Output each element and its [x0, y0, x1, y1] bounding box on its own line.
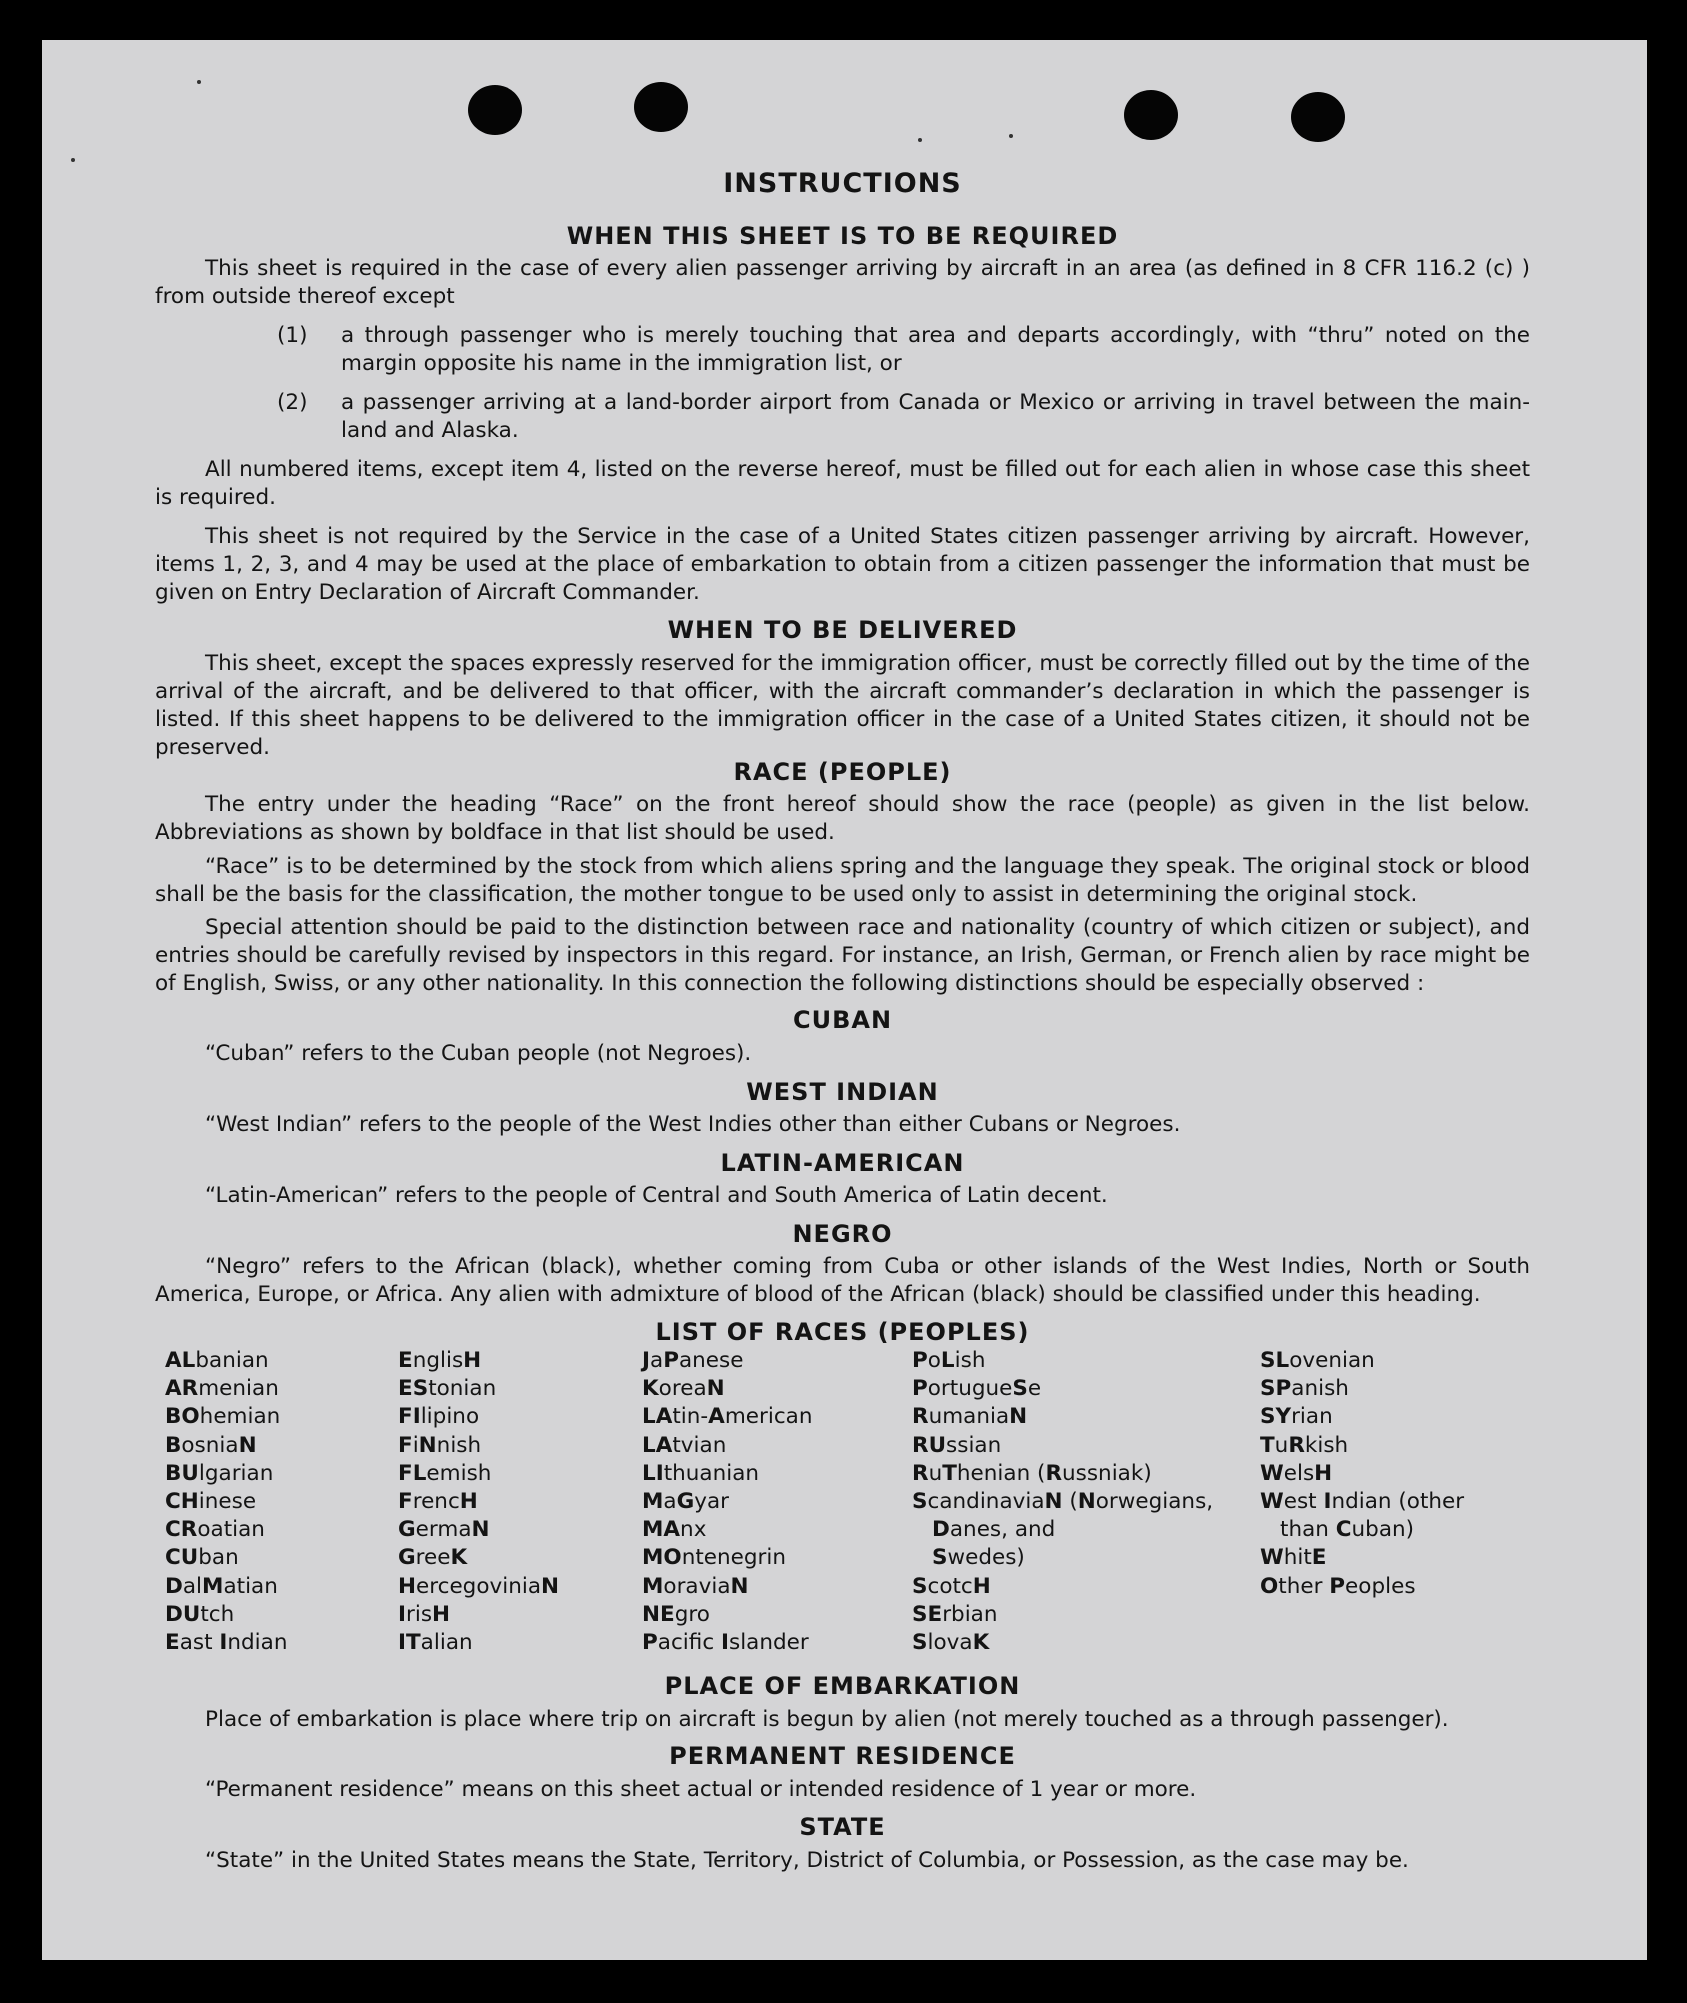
cuban-paragraph: “Cuban” refers to the Cuban people (not Negroes). [205, 1041, 752, 1066]
race-column [1260, 1347, 1464, 1601]
heading-embarkation: PLACE OF EMBARKATION [664, 1672, 1021, 1700]
item-number: (1) [277, 323, 308, 348]
race-entry: BUlgarian [165, 1460, 274, 1486]
race-entry: ScandinaviaN (Norwegians, [912, 1489, 1214, 1515]
race-entry: ARmenian [165, 1376, 279, 1402]
race-entry: PortugueSe [912, 1376, 1042, 1402]
race-entry: SErbian [912, 1601, 998, 1627]
race-entry: NEgro [642, 1601, 710, 1627]
heading-permanent-residence: PERMANENT RESIDENCE [669, 1742, 1016, 1770]
race-column [642, 1347, 812, 1657]
race-entry: RumaniaN [912, 1404, 1028, 1430]
heading-when-delivered: WHEN TO BE DELIVERED [667, 616, 1018, 644]
speck [71, 158, 75, 162]
race-entry: ScotcH [912, 1573, 991, 1599]
race-entry: SPanish [1260, 1376, 1349, 1402]
race-entry: WelsH [1260, 1460, 1333, 1486]
residence-paragraph: “Permanent residence” means on this sheet actual or intended residence of 1 year or more. [205, 1777, 1197, 1802]
race-entry: LAtin-American [642, 1404, 813, 1430]
latin-american-paragraph: “Latin-American” refers to the people of Central and South America of Latin decent. [205, 1183, 1108, 1208]
race-entry: SlovaK [912, 1630, 990, 1656]
race-entry: MaGyar [642, 1489, 730, 1515]
speck [197, 80, 201, 84]
race-entry: IrisH [398, 1601, 451, 1627]
race-entry: West Indian (other [1260, 1489, 1465, 1515]
race-paragraph: The entry under the heading “Race” on the front hereof should show the race (people) as given in the list below. Abbreviations as shown by boldface in that list should be used. [155, 792, 1530, 845]
race-entry: RUssian [912, 1432, 1002, 1458]
race-entry: MoraviaN [642, 1573, 749, 1599]
race-entry: ITalian [398, 1630, 473, 1656]
required-paragraph: All numbered items, except item 4, listed on the reverse hereof, must be filled out for each alien in whose case this sheet is required. [155, 457, 1530, 510]
race-entry: MOntenegrin [642, 1545, 786, 1571]
race-entry: DUtch [165, 1601, 235, 1627]
race-entry: KoreaN [642, 1376, 725, 1402]
west-indian-paragraph: “West Indian” refers to the people of the West Indies other than either Cubans or Negroes. [205, 1112, 1181, 1137]
heading-west-indian: WEST INDIAN [746, 1078, 939, 1106]
race-entry: FrencH [398, 1489, 478, 1515]
race-entry: East Indian [165, 1630, 288, 1656]
speck [918, 138, 922, 142]
race-entry: CRoatian [165, 1517, 265, 1543]
race-entry: ALbanian [165, 1348, 269, 1373]
race-entry: than Cuban) [1280, 1517, 1415, 1543]
race-entry: CUban [165, 1545, 239, 1571]
item-number: (2) [277, 390, 308, 415]
race-entry: GermaN [398, 1517, 490, 1543]
race-entry: BOhemian [165, 1404, 281, 1430]
race-entry: SLovenian [1260, 1348, 1375, 1373]
race-entry: SYrian [1260, 1404, 1333, 1430]
race-entry: CHinese [165, 1489, 257, 1515]
speck [1009, 134, 1013, 138]
heading-negro: NEGRO [792, 1220, 893, 1248]
race-entry: FiNnish [398, 1432, 482, 1458]
race-entry: PoLish [912, 1348, 986, 1373]
race-entry: LIthuanian [642, 1460, 760, 1486]
embarkation-paragraph: Place of embarkation is place where trip on aircraft is begun by alien (not merely touched as a through passenger). [205, 1707, 1449, 1732]
punch-hole [634, 82, 688, 132]
heading-when-required: WHEN THIS SHEET IS TO BE REQUIRED [566, 222, 1119, 250]
race-entry: TuRkish [1260, 1432, 1349, 1458]
race-column [165, 1347, 287, 1657]
heading-state: STATE [799, 1813, 886, 1841]
race-entry: Danes, and [932, 1517, 1056, 1543]
race-paragraph: Special attention should be paid to the distinction between race and nationality (country of which citizen or subject), and entries should be carefully revised by inspectors in this regard. For instance, an Irish, German, or French alien by race might be of English, Swiss, or any other nationality. In this connection the following distinctions should be especially observed : [155, 915, 1530, 996]
race-entry: EStonian [398, 1376, 497, 1402]
required-paragraph: This sheet is not required by the Service in the case of a United States citizen passenger arriving by aircraft. However, items 1, 2, 3, and 4 may be used at the place of embarkation to obtain from a citizen passenger the information that must be given on Entry Declaration of Aircraft Commander. [155, 524, 1530, 605]
punch-hole [1124, 90, 1178, 140]
race-entry: FLemish [398, 1460, 492, 1486]
race-entry: RuThenian (Russniak) [912, 1460, 1152, 1486]
heading-race: RACE (PEOPLE) [733, 758, 952, 786]
race-paragraph: “Race” is to be determined by the stock from which aliens spring and the language they speak. The original stock or blood shall be the basis for the classification, the mother tongue to be used only to assist in determining the original stock. [155, 854, 1530, 907]
race-entry: JaPanese [642, 1348, 744, 1373]
race-entry: Other Peoples [1260, 1573, 1416, 1599]
page-title: INSTRUCTIONS [723, 168, 962, 199]
race-entry: GreeK [398, 1545, 468, 1571]
heading-list-of-races: LIST OF RACES (PEOPLES) [655, 1318, 1030, 1346]
punch-hole [468, 85, 522, 135]
race-entry: LAtvian [642, 1432, 727, 1458]
delivered-paragraph: This sheet, except the spaces expressly reserved for the immigration officer, must be correctly filled out by the time of the arrival of the aircraft, and be delivered to that officer, with the aircraft commander’s declaration in which the passenger is listed. If this sheet happens to be delivered to the immigration officer in the case of a United States citizen, it should not be preserved. [155, 651, 1530, 760]
heading-cuban: CUBAN [792, 1006, 893, 1034]
item-text: a passenger arriving at a land-border airport from Canada or Mexico or arriving in travel between the main-land and Alaska. [341, 390, 1530, 443]
negro-paragraph: “Negro” refers to the African (black), whether coming from Cuba or other islands of the West Indies, North or South America, Europe, or Africa. Any alien with admixture of blood of the African (black) should be classified under this heading. [155, 1254, 1530, 1307]
punch-hole [1291, 92, 1345, 142]
race-entry: EnglisH [398, 1348, 482, 1373]
state-paragraph: “State” in the United States means the State, Territory, District of Columbia, or Possession, as the case may be. [205, 1848, 1409, 1873]
race-entry: BosniaN [165, 1432, 257, 1458]
race-entry: DalMatian [165, 1573, 278, 1599]
race-column [398, 1347, 559, 1657]
race-entry: WhitE [1260, 1545, 1327, 1571]
race-entry: FIlipino [398, 1404, 480, 1430]
race-entry: HercegoviniaN [398, 1573, 560, 1599]
race-column [912, 1347, 1213, 1657]
race-entry: Pacifc Islander [642, 1630, 809, 1656]
race-entry: MAnx [642, 1517, 707, 1543]
race-entry: Swedes) [932, 1545, 1025, 1571]
heading-latin-american: LATIN-AMERICAN [720, 1149, 965, 1177]
item-text: a through passenger who is merely touching that area and departs accordingly, with “thru” noted on the margin opposite his name in the immigration list, or [341, 323, 1530, 376]
required-intro: This sheet is required in the case of every alien passenger arriving by aircraft in an area (as defined in 8 CFR 116.2 (c) ) from outside thereof except [155, 256, 1530, 309]
